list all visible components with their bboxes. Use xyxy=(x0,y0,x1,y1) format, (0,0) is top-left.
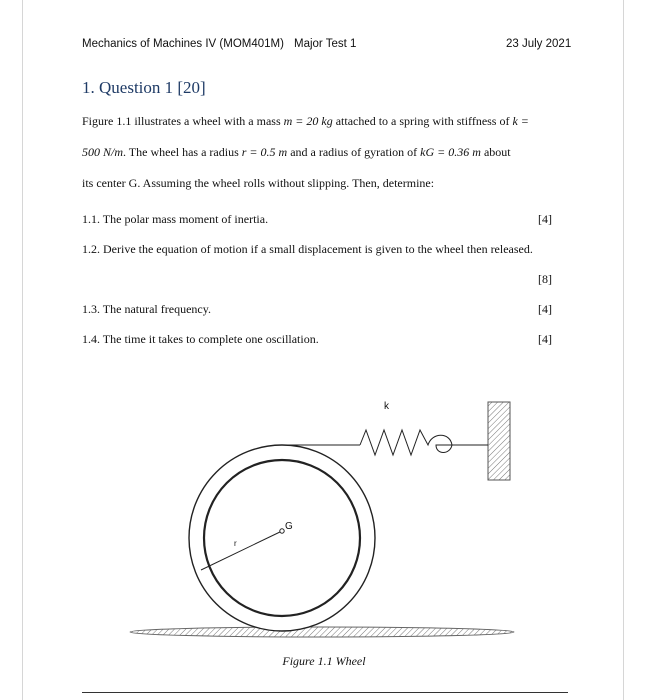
wall xyxy=(488,402,510,480)
intro-line-3: its center G. Assuming the wheel rolls without slipping. Then, determine: xyxy=(82,176,435,190)
ground xyxy=(130,627,514,637)
figure-caption: Figure 1.1 Wheel xyxy=(282,654,366,668)
radius-label: r xyxy=(234,539,237,548)
task-1-4: 1.4. The time it takes to complete one oscillation. xyxy=(82,332,319,346)
question-title: 1. Question 1 [20] xyxy=(82,78,206,97)
wheel-outer-rim xyxy=(189,445,375,631)
spring-label: k xyxy=(384,401,389,412)
test-date: 23 July 2021 xyxy=(506,38,572,50)
task-1-2-mark: [8] xyxy=(538,272,552,286)
intro-line-1: Figure 1.1 illustrates a wheel with a mass m = 20 kg attached to a spring with stiffness of k = xyxy=(82,114,529,128)
task-1-4-mark: [4] xyxy=(538,332,552,346)
spring xyxy=(360,430,488,455)
task-1-1-mark: [4] xyxy=(538,212,552,226)
bottom-rule xyxy=(82,692,568,693)
center-label: G xyxy=(285,521,293,532)
task-1-3: 1.3. The natural frequency. xyxy=(82,302,211,316)
task-1-3-mark: [4] xyxy=(538,302,552,316)
course-name: Mechanics of Machines IV (MOM401M) xyxy=(82,38,284,50)
center-point xyxy=(280,529,284,533)
task-1-2: 1.2. Derive the equation of motion if a small displacement is given to the wheel then released. xyxy=(82,242,533,256)
task-1-1: 1.1. The polar mass moment of inertia. xyxy=(82,212,269,226)
intro-line-2: 500 N/m. The wheel has a radius r = 0.5 m and a radius of gyration of kG = 0.36 m about xyxy=(82,145,511,159)
test-name: Major Test 1 xyxy=(294,38,357,50)
